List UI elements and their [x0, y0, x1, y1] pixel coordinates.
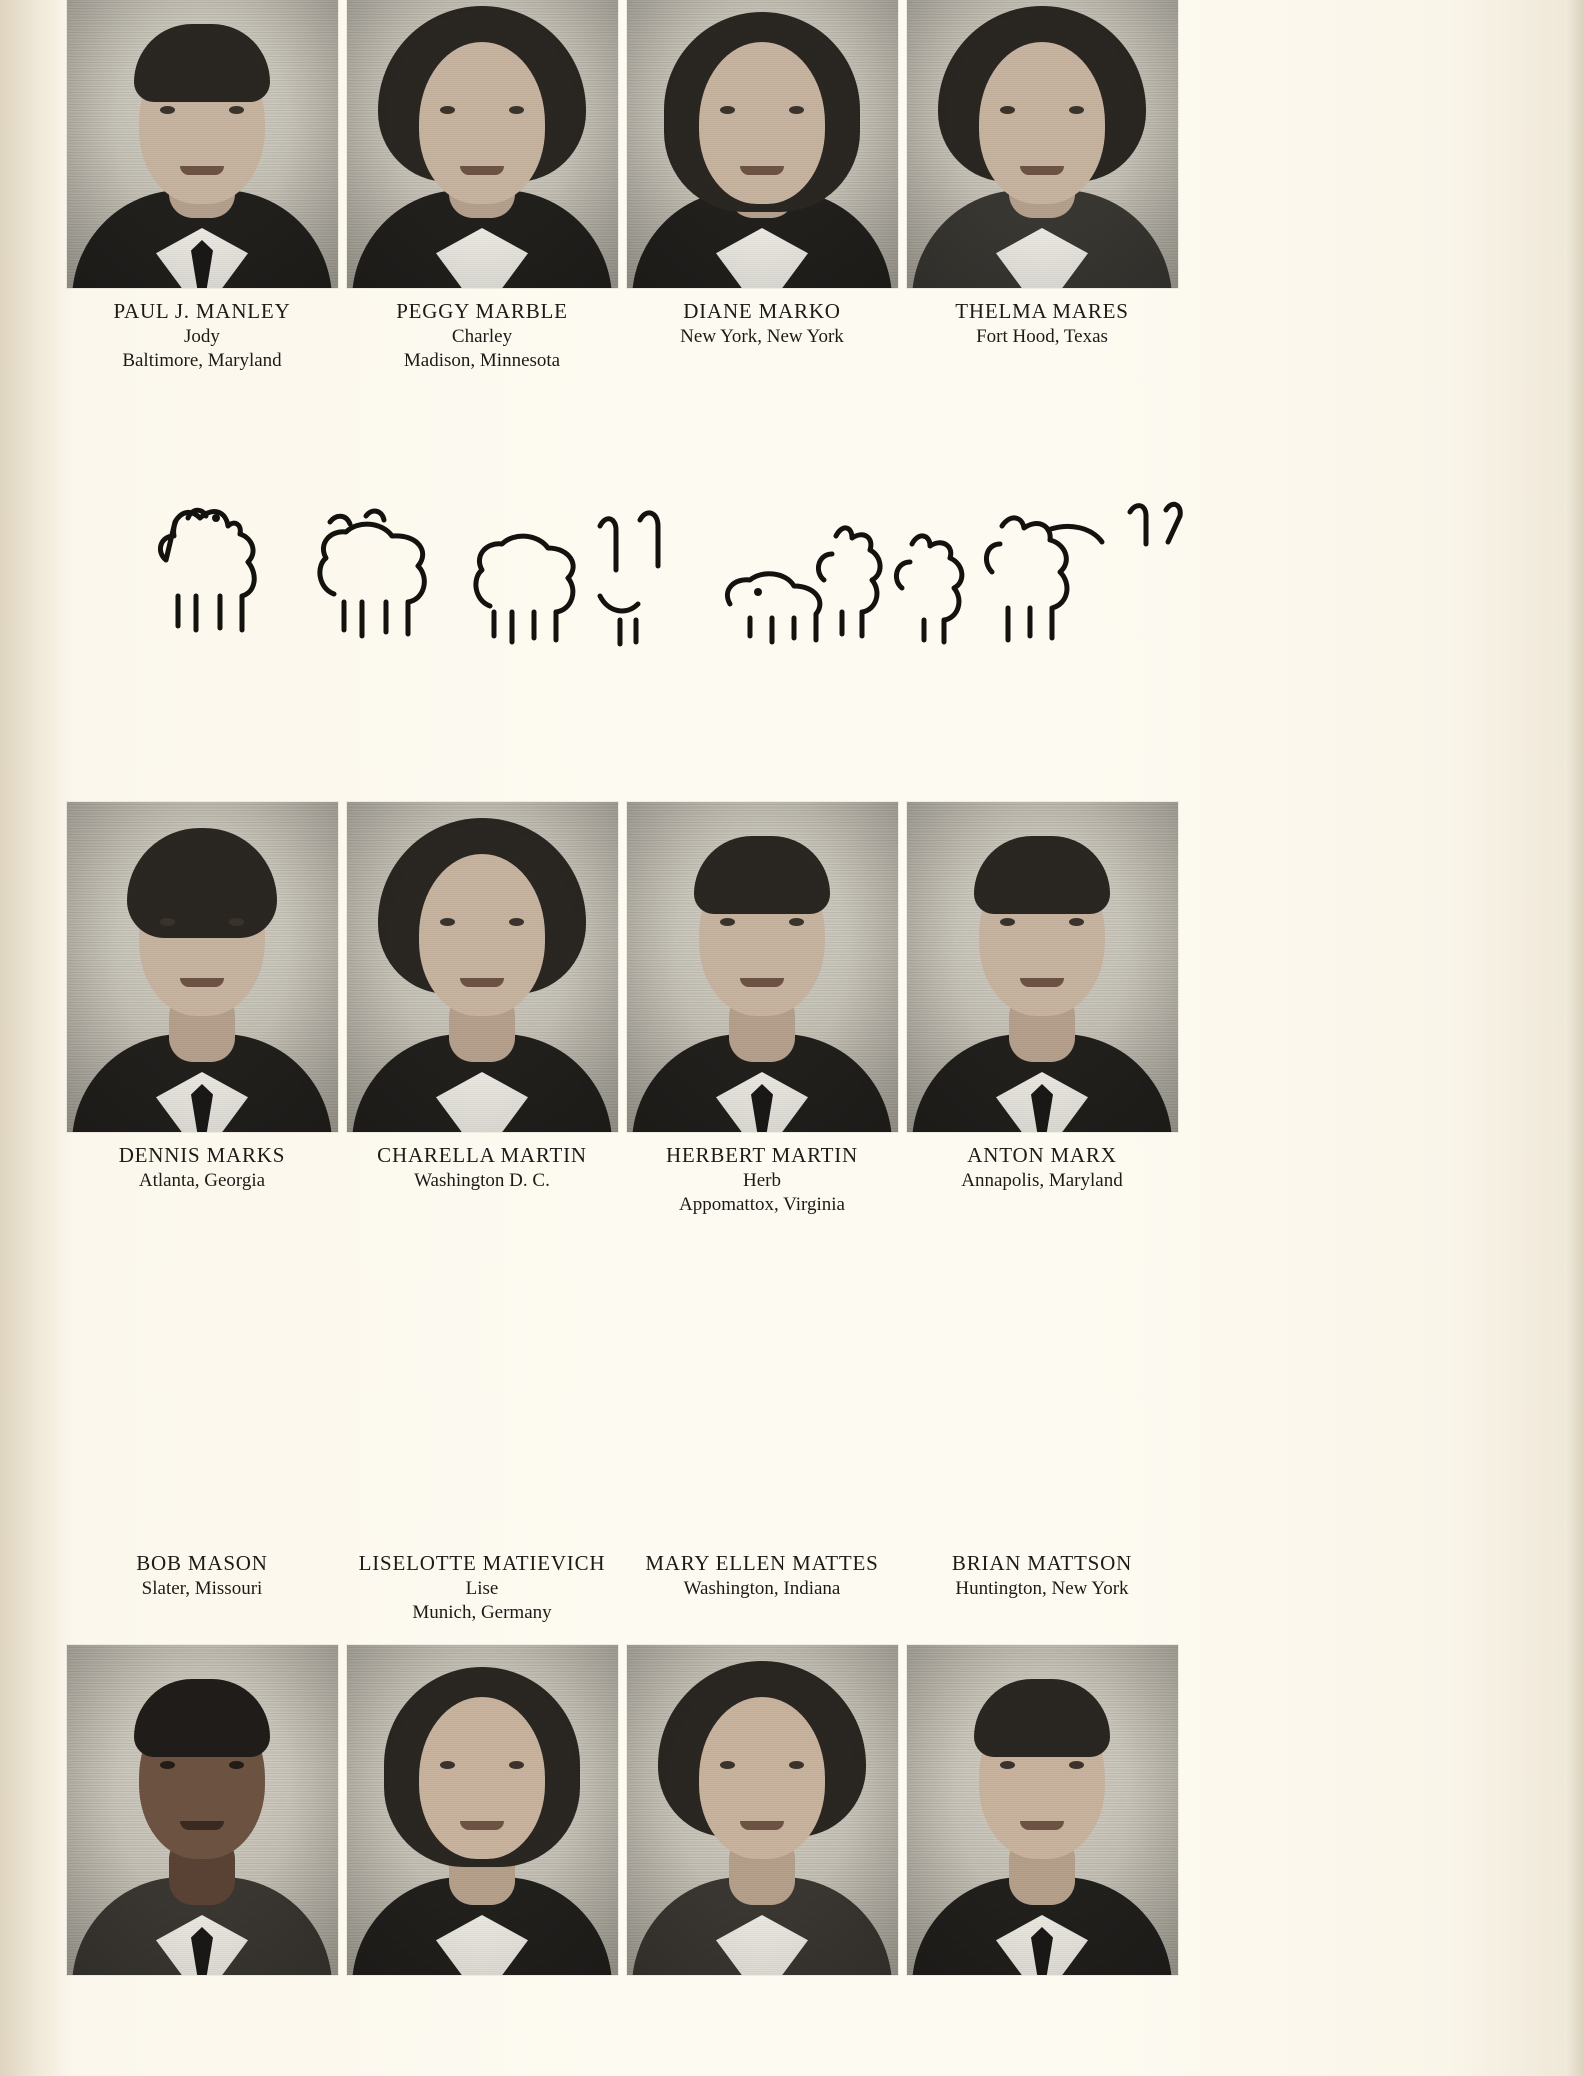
portrait-photo — [627, 0, 898, 288]
student-nickname: Herb — [743, 1169, 781, 1191]
portrait-photo — [627, 1645, 898, 1975]
portrait-caption — [136, 1550, 267, 1601]
portrait-entry — [622, 0, 902, 374]
portrait-caption-entry — [902, 1540, 1182, 1626]
portrait-photo — [347, 0, 618, 288]
portrait-entry — [62, 1645, 342, 1975]
portrait-caption — [119, 1142, 286, 1193]
portrait-caption — [666, 1142, 858, 1218]
portrait-caption — [955, 298, 1129, 349]
student-hometown: Madison, Minnesota — [403, 350, 561, 372]
portrait-caption — [359, 1550, 606, 1626]
portrait-entry — [342, 1645, 622, 1975]
student-nickname: Charley — [451, 325, 513, 347]
student-name: LISELOTTE MATIEVICH — [358, 1551, 606, 1575]
portrait-entry — [902, 1645, 1182, 1975]
portrait-row-1 — [62, 0, 1182, 374]
student-hometown: Baltimore, Maryland — [122, 350, 282, 372]
portrait-caption — [396, 298, 568, 374]
student-name: ANTON MARX — [967, 1143, 1117, 1167]
portrait-caption — [645, 1550, 878, 1601]
portrait-photo — [627, 802, 898, 1132]
student-name: DIANE MARKO — [683, 299, 841, 323]
portrait-entry — [342, 0, 622, 374]
student-name: MARY ELLEN MATTES — [645, 1551, 879, 1575]
student-hometown: Slater, Missouri — [141, 1577, 263, 1599]
portrait-row-2 — [62, 802, 1182, 1218]
student-hometown: Annapolis, Maryland — [961, 1169, 1123, 1191]
portrait-photo — [67, 1645, 338, 1975]
portrait-photo — [347, 802, 618, 1132]
student-name: THELMA MARES — [955, 299, 1129, 323]
portrait-caption — [961, 1142, 1122, 1193]
student-hometown: Appomattox, Virginia — [679, 1194, 845, 1216]
student-name: CHARELLA MARTIN — [377, 1143, 587, 1167]
portrait-entry — [902, 802, 1182, 1218]
portrait-photo — [67, 0, 338, 288]
student-hometown: Washington D. C. — [414, 1169, 550, 1191]
student-nickname: Lise — [465, 1577, 499, 1599]
student-name: BRIAN MATTSON — [951, 1551, 1133, 1575]
page-right-edge — [1564, 0, 1584, 2076]
student-name: HERBERT MARTIN — [665, 1143, 859, 1167]
portrait-caption — [113, 298, 290, 374]
portrait-row-3-captions — [62, 1540, 1182, 1626]
portrait-entry — [342, 802, 622, 1218]
portrait-photo — [907, 0, 1178, 288]
portrait-caption-entry — [342, 1540, 622, 1626]
portrait-photo — [347, 1645, 618, 1975]
portrait-caption — [680, 298, 844, 349]
portrait-photo — [67, 802, 338, 1132]
portrait-entry — [62, 802, 342, 1218]
student-name: PAUL J. MANLEY — [113, 299, 291, 323]
portrait-row-3-photos — [62, 1645, 1182, 1975]
student-name: DENNIS MARKS — [118, 1143, 286, 1167]
page-left-edge — [0, 0, 62, 2076]
bird-doodle-decoration — [130, 500, 1190, 670]
portrait-entry — [902, 0, 1182, 374]
student-hometown: New York, New York — [680, 325, 844, 347]
portrait-caption-entry — [62, 1540, 342, 1626]
portrait-caption-entry — [622, 1540, 902, 1626]
student-hometown: Atlanta, Georgia — [138, 1169, 266, 1191]
student-nickname: Jody — [184, 325, 220, 347]
portrait-entry — [622, 1645, 902, 1975]
portrait-photo — [907, 1645, 1178, 1975]
student-hometown: Fort Hood, Texas — [976, 325, 1108, 347]
student-name: BOB MASON — [136, 1551, 268, 1575]
student-hometown: Washington, Indiana — [683, 1577, 841, 1599]
portrait-caption — [377, 1142, 587, 1193]
student-name: PEGGY MARBLE — [396, 299, 568, 323]
portrait-entry — [622, 802, 902, 1218]
student-hometown: Munich, Germany — [412, 1602, 552, 1624]
student-hometown: Huntington, New York — [955, 1577, 1129, 1599]
portrait-entry — [62, 0, 342, 374]
portrait-photo — [907, 802, 1178, 1132]
portrait-caption — [952, 1550, 1132, 1601]
